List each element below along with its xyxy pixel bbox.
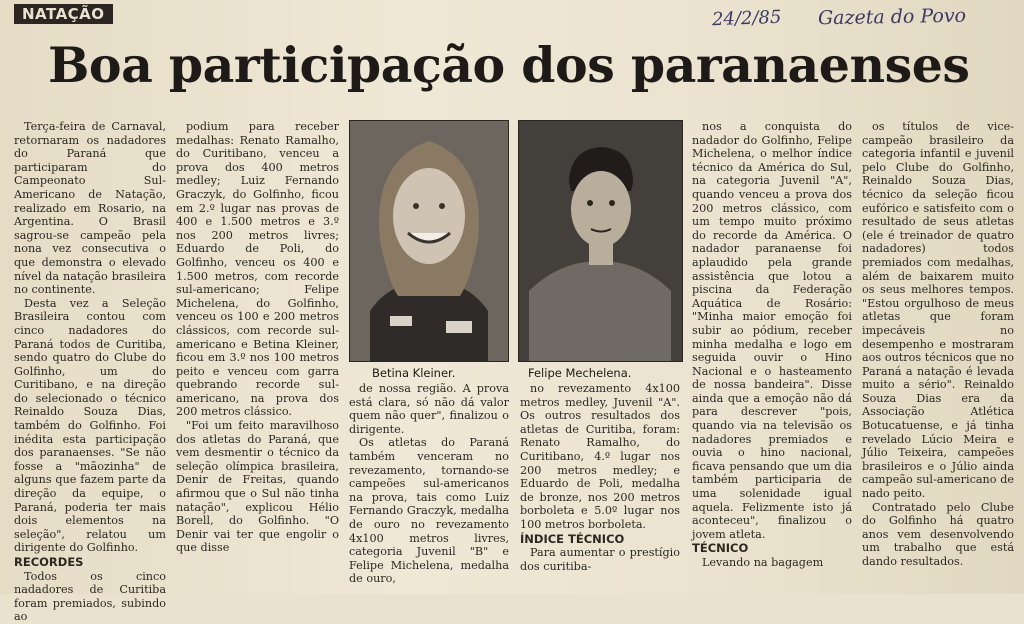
paragraph: Levando na bagagem [702,556,824,569]
caption-photo-2: Felipe Mechelena. [528,366,632,380]
paragraph: no revezamento 4x100 metros medley, Juvenil "A". Os outros resultados dos atletas de Curitiba, foram: Renato Ramalho, do Curitibano, 4.º lugar nos 200 metros medley; e Eduardo de Poli, medalha de bronze, nos 200 metros borboleta e 5.0º lugar nos 100 metros borboleta. [520,382,680,531]
paragraph: Para aumentar o prestígio dos curitiba- [520,546,680,573]
handwritten-newspaper-name: Gazeta do Povo [817,4,967,30]
paragraph: "Foi um feito maravilhoso dos atletas do Paraná, que vem desmentir o técnico da seleção olímpica brasileira, Denir de Freitas, quando afirmou que o Sul não tinha natação", explicou Hélio Borell, do Golfinho. "O Denir vai ter que engolir o que disse [176,419,339,555]
headline: Boa participação dos paranaenses [48,36,970,94]
subheading: TÉCNICO [692,541,749,556]
photo-felipe-mechelena [518,120,683,362]
subheading: RECORDES [14,555,84,569]
article-column-6 [862,120,1014,594]
swimmer-girl-photo [350,121,508,361]
paragraph: de nossa região. A prova está clara, só não dá valor quem não quer", finalizou o dirigente. [349,382,509,436]
article-column-4 [520,382,680,594]
photo-betina-kleiner [349,120,509,362]
paragraph: nos a conquista do nadador do Golfinho, Felipe Michelena, o melhor índice técnico da América do Sul, na categoria Juvenil "A", quando venceu a prova dos 200 metros clássico, com um tempo muito próximo do recorde da América. O nadador paranaense foi aplaudido pela grande assistência que lotou a piscina da Federação Aquática de Rosário: "Minha maior emoção foi subir ao pódium, receber minha medalha e logo em seguida ouvir o Hino Nacional e o hasteamento de nossa bandeira". Disse ainda que a emoção não dá para descrever "pois, quando via na televisão os nadadores premiados e ouvia o hino nacional, ficava pensando que um dia também participaria de uma solenidade igual aquela. Felizmente isto já aconteceu", finalizou o jovem atleta. [692,120,852,541]
article-column-5 [692,120,852,594]
section-label: NATAÇÃO [14,4,113,24]
swimmer-boy-photo [519,121,682,361]
paragraph: Os atletas do Paraná também venceram no revezamento, tornando-se campeões sul-americanos na prova, tais como Luiz Fernando Graczyk, medalha de ouro no revezamento 4x100 metros livres, categoria Juvenil "B" e Felipe Michelena, medalha de ouro, [349,436,509,586]
caption-photo-1: Betina Kleiner. [372,366,456,380]
article-column-3 [349,382,509,594]
paragraph: podium para receber medalhas: Renato Ramalho, do Curitibano, venceu a prova dos 400 metros medley; Luiz Fernando Graczyk, do Golfinho, ficou em 2.º lugar nas provas de 400 e 1.500 metros e 3.º nos 200 metros livres; Eduardo de Poli, do Golfinho, venceu os 400 e 1.500 metros, com recorde sul-americano; Felipe Michelena, do Golfinho, venceu os 100 e 200 metros clássicos, com recorde sul-americano e Betina Kleiner, ficou em 3.º nos 100 metros peito e venceu com garra quebrando recorde sul-americano, na prova dos 200 metros clássico. [176,120,339,419]
paragraph: Todos os cinco nadadores de Curitiba foram premiados, subindo ao [14,569,166,624]
paragraph: Contratado pelo Clube do Golfinho há quatro anos vem desenvolvendo um trabalho que está dando resultados. [862,500,1014,568]
paragraph: os títulos de vice-campeão brasileiro da categoria infantil e juvenil pelo Clube do Golfinho, Reinaldo Souza Dias, técnico da seleção ficou eufórico e satisfeito com o resultado de seus atletas (ele é treinador de quatro nadadores) todos premiados com medalhas, além de baixarem muito os seus melhores tempos. "Estou orgulhoso de meus atletas que foram impecáveis no desempenho e mostraram aos outros técnicos que no Paraná a natação é levada muito a sério". Reinaldo Souza Dias era da Associação Atlética Botucatuense, e já tinha revelado Lúcio Meira e Júlio Teixeira, campeões brasileiros e o Júlio ainda campeão sul-americano de nado peito. [862,120,1014,501]
article-column-1 [14,120,166,624]
handwritten-date: 24/2/85 [711,6,782,31]
paragraph: Terça-feira de Carnaval, retornaram os nadadores do Paraná que participaram do Campeonato Sul-Americano de Natação, realizado em Rosario, na Argentina. O Brasil sagrou-se campeão pela nona vez consecutiva o que demonstra o elevado nível da natação brasileira no continente. [14,120,166,297]
subheading: ÍNDICE TÉCNICO [520,531,625,546]
article-column-2 [176,120,339,594]
paragraph: Desta vez a Seleção Brasileira contou com cinco nadadores do Paraná todos de Curitiba, sendo quatro do Clube do Golfinho, um do Curitibano, e na direção do selecionado o técnico Reinaldo Souza Dias, também do Golfinho. Foi inédita esta participação dos paranaenses. "Se não fosse a "mãozinha" de alguns que fazem parte da direção da equipe, o Paraná, poderia ter mais dois elementos na seleção", relatou um dirigente do Golfinho. [14,296,166,555]
